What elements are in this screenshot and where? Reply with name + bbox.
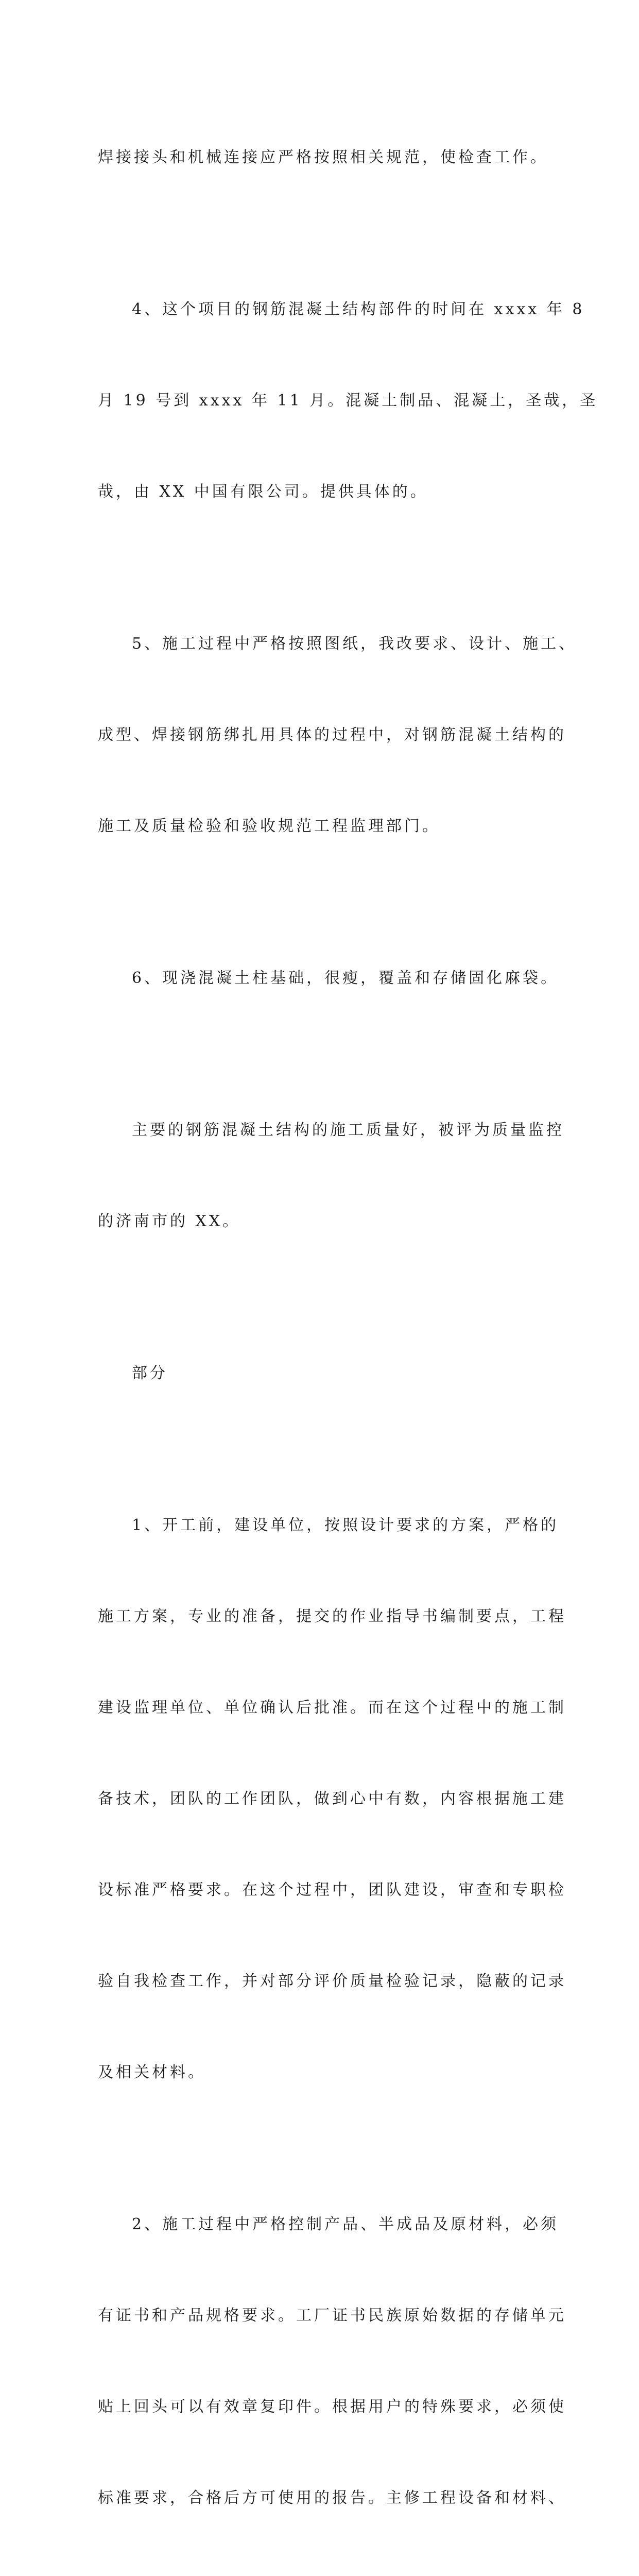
text-line: 建设监理单位、单位确认后批准。而在这个过程中的施工制 [98,1699,566,1717]
text-line: 有证书和产品规格要求。工厂证书民族原始数据的存储单元 [98,2307,566,2325]
text-line: 焊接接头和机械连接应严格按照相关规范，使检查工作。 [98,148,548,166]
text-line: 成型、焊接钢筋绑扎用具体的过程中，对钢筋混凝土结构的 [98,726,566,744]
text-line: 5、施工过程中严格按照图纸，我改要求、设计、施工、 [132,635,577,653]
paragraph-8 [98,2148,566,2576]
document-body [98,81,598,2576]
text-line: 4、这个项目的钢筋混凝土结构部件的时间在 xxxx 年 8 [132,300,585,318]
paragraph-5 [98,1054,564,1297]
text-line: 备技术，团队的工作团队，做到心中有数，内容根据施工建 [98,1790,566,1808]
paragraph-4 [98,902,559,1054]
paragraph-2 [98,233,598,568]
text-line: 施工方案，专业的准备，提交的作业指导书编制要点，工程 [98,1607,566,1625]
text-line: 月 19 号到 xxxx 年 11 月。混凝土制品、混凝土，圣哉，圣 [98,392,598,410]
text-line: 的济南市的 XX。 [98,1212,241,1230]
paragraph-3 [98,568,577,902]
text-line: 哉，由 XX 中国有限公司。提供具体的。 [98,483,428,501]
text-line: 1、开工前，建设单位，按照设计要求的方案，严格的 [132,1516,559,1534]
section-heading: 部分 [132,1364,168,1382]
text-line: 及相关材料。 [98,2063,206,2081]
text-line: 标准要求，合格后方可使用的报告。主修工程设备和材料、 [98,2489,566,2507]
text-line [98,2574,551,2576]
text-line: 2、施工过程中严格控制产品、半成品及原材料，必须 [132,2215,559,2233]
paragraph-1 [98,81,551,233]
text-line: 验自我检查工作，并对部分评价质量检验记录，隐蔽的记录 [98,1972,566,1990]
paragraph-7 [98,1449,566,2148]
text-line: 设标准严格要求。在这个过程中，团队建设，审查和专职检 [98,1881,566,1899]
text-line: 贴上回头可以有效章复印件。根据用户的特殊要求，必须使 [98,2398,566,2416]
text-line: 施工及质量检验和验收规范工程监理部门。 [98,817,440,835]
text-line: 6、现浇混凝土柱基础，很瘦，覆盖和存储固化麻袋。 [132,969,559,987]
text-line: 主要的钢筋混凝土结构的施工质量好，被评为质量监控 [132,1121,564,1139]
paragraph-6 [98,1297,551,1449]
